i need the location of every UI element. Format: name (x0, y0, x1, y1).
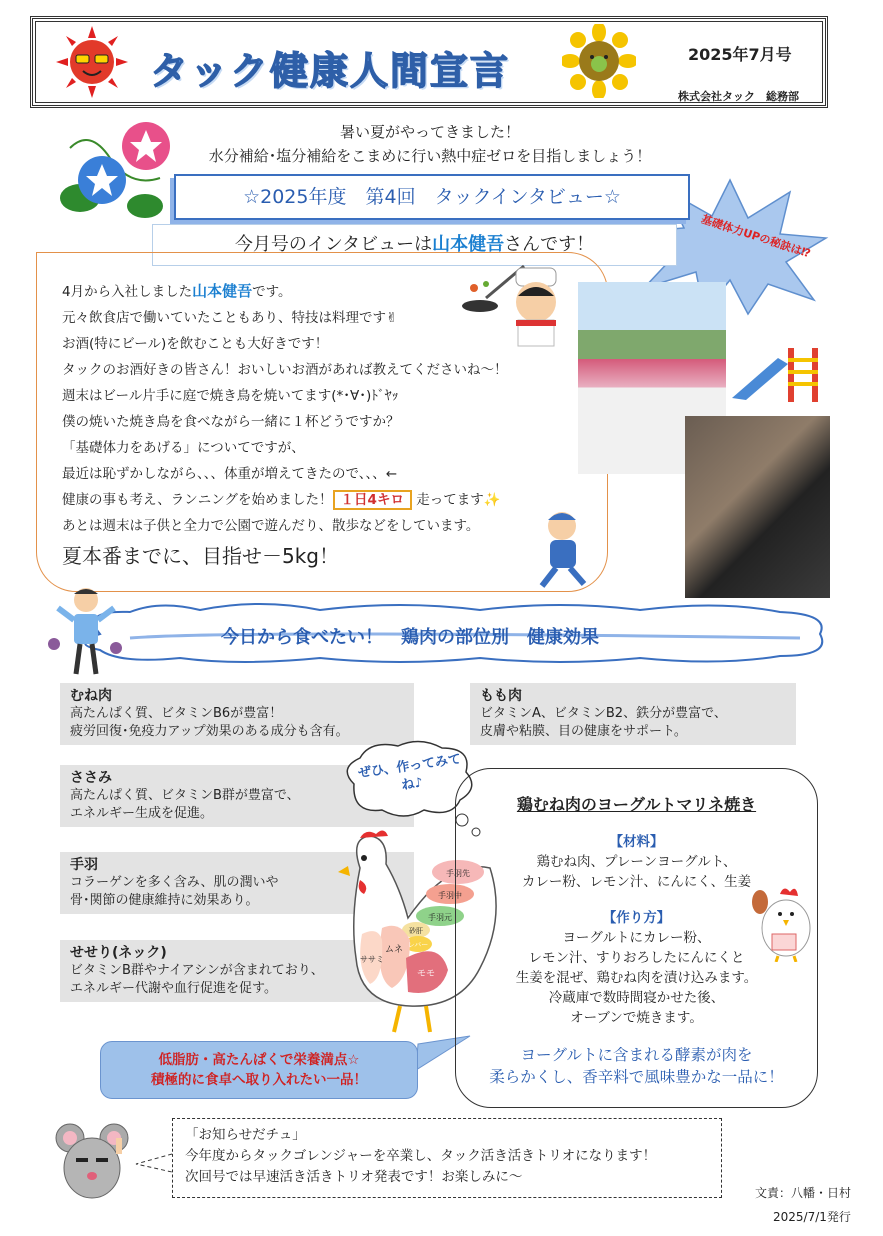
body-line-6: 僕の焼いた焼き鳥を食べながら一緒に１杯どうですか？ (62, 414, 400, 430)
intro-text (160, 120, 700, 168)
ingredients-line-2: カレー粉、レモン汁、にんにく、生姜 (521, 874, 752, 890)
company-label: 株式会社タック 総務部 (678, 90, 799, 103)
publish-date: 2025/7/1発行 (773, 1210, 851, 1224)
author-credit: 文責：八幡・日村 (755, 1186, 852, 1200)
sun-icon (56, 26, 128, 98)
part-desc-2: 骨･関節の健康維持に効果あり。 (70, 893, 259, 908)
part-desc-2: 疲労回復･免疫力アップ効果のある成分も含有。 (70, 724, 349, 739)
notice-line-1: 「お知らせだチュ」 (185, 1127, 306, 1143)
part-desc-1: ビタミンA、ビタミンB2、鉄分が豊富で、 (480, 706, 727, 721)
chef-illustration (456, 258, 574, 348)
speech-tail (132, 1150, 176, 1178)
slide-icon (728, 340, 824, 404)
body-line-10: あとは週末は子供と全力で公園で遊んだり、散歩などをしています。 (62, 518, 480, 534)
newsletter-title: タック健康人間宣言 (150, 49, 511, 93)
closing-line-1: ヨーグルトに含まれる酵素が肉を (520, 1046, 753, 1064)
diagram-label: ササミ (360, 955, 384, 964)
part-box-breast (60, 683, 414, 745)
intro-line-1: 暑い夏がやってきました！ (339, 123, 520, 141)
body-line-7: 「基礎体力をあげる」についてですが、 (62, 440, 305, 456)
steps-line-4: 冷蔵庫で数時間寝かせた後、 (548, 990, 725, 1006)
diagram-label: 手羽先 (446, 869, 470, 878)
notice-line-2: 今年度からタックゴレンジャーを卒業し、タック活き活きトリオになります！ (185, 1148, 657, 1164)
diagram-label: 砂肝 (409, 927, 423, 935)
part-desc-2: エネルギー生成を促進。 (70, 806, 214, 821)
part-name: 手羽 (70, 857, 98, 873)
ingredients-label: 【材料】 (609, 834, 664, 850)
callout-line-1: 低脂肪・高たんぱくで栄養満点☆ (158, 1052, 360, 1068)
steps-line-5: オーブンで焼きます。 (570, 1010, 703, 1026)
diagram-label: 手羽中 (438, 891, 462, 900)
closing-line-2: 柔らかくし、香辛料で風味豊かな一品に！ (489, 1068, 784, 1086)
body-line-5: 週末はビール片手に庭で焼き鳥を焼いてます(*･∀･)ﾄﾞﾔｯ (62, 388, 399, 404)
chicken-section-heading: 今日から食べたい！ 鶏肉の部位別 健康効果 (221, 627, 599, 648)
thought-bubble-text: ぜひ、作ってみてね♪ (357, 751, 462, 794)
recipe-title: 鶏むね肉のヨーグルトマリネ焼き (516, 795, 757, 814)
body-line-8: 最近は恥ずかしながら、、、体重が増えてきたので、、、← (62, 466, 398, 482)
recipe-closing (455, 1044, 818, 1088)
nutrition-callout (100, 1041, 418, 1099)
body-line-3: お酒(特にビール)を飲むことも大好きです！ (62, 336, 329, 352)
steps-label: 【作り方】 (602, 910, 671, 926)
diagram-label: モモ (416, 969, 436, 979)
body-line-9-post: 走ってます✨ (416, 492, 501, 508)
body-line-1-post: です。 (252, 284, 292, 300)
notice-box (172, 1118, 722, 1198)
diagram-label: 手羽元 (428, 913, 452, 922)
body-line-1-pre: 4月から入社しました (62, 284, 193, 300)
mouse-mascot-icon (52, 1114, 132, 1206)
diagram-label: ムネ (384, 945, 404, 955)
part-desc-2: 皮膚や粘膜、目の健康をサポート。 (480, 724, 687, 739)
notice-line-3: 次回号では早速活き活きトリオ発表です！お楽しみに～ (185, 1169, 523, 1185)
callout-line-2: 積極的に食卓へ取り入れたい一品！ (151, 1072, 367, 1088)
starburst-text: 基礎体力UPの秘訣は⁉ (699, 212, 813, 261)
body-line-2: 元々飲食店で働いていたこともあり、特技は料理です✌ (62, 310, 398, 326)
intro-line-2: 水分補給･塩分補給をこまめに行い熱中症ゼロを目指しましょう！ (208, 147, 652, 165)
subtitle-pre: 今月号のインタビューは (234, 234, 433, 255)
part-desc-2: エネルギー代謝や血行促進を促す。 (70, 981, 277, 996)
sunflower-icon (562, 24, 636, 98)
part-name: もも肉 (480, 688, 522, 704)
diagram-label: レバー (407, 941, 429, 949)
father-son-photo (685, 416, 830, 598)
interview-title: ☆2025年度 第4回 タックインタビュー☆ (174, 174, 690, 220)
part-box-thigh (470, 683, 796, 745)
part-desc-1: 高たんぱく質、ビタミンB6が豊富！ (70, 706, 283, 721)
body-line-1-name: 山本健吾 (192, 282, 253, 300)
runner-illustration (522, 506, 602, 590)
body-line-9-pre: 健康の事も考え、ランニングを始めました！ (62, 492, 333, 508)
part-desc-1: コラーゲンを多く含み、肌の潤いや (70, 875, 279, 890)
interview-goal: 夏本番までに、目指せ－5kg！ (62, 544, 340, 568)
part-name: せせり(ネック) (70, 945, 167, 961)
running-highlight: １日4キロ (333, 490, 412, 510)
body-line-4: タックのお酒好きの皆さん！おいしいお酒があれば教えてくださいね～！ (62, 362, 508, 378)
part-desc-1: 高たんぱく質、ビタミンB群が豊富で、 (70, 788, 300, 803)
part-name: ささみ (70, 770, 112, 786)
chicken-chef-illustration (750, 880, 816, 962)
steps-line-1: ヨーグルトにカレー粉、 (562, 930, 711, 946)
steps-line-3: 生姜を混ぜ、鶏むね肉を漬け込みます。 (515, 970, 758, 986)
subtitle-post: さんです！ (504, 234, 595, 255)
part-desc-1: ビタミンB群やナイアシンが含まれており、 (70, 963, 324, 978)
part-name: むね肉 (70, 688, 112, 704)
healthy-man-illustration (44, 582, 126, 678)
steps-line-2: レモン汁、すりおろしたにんにくと (528, 950, 745, 966)
issue-label: 2025年7月号 (688, 45, 792, 64)
subtitle-name: 山本健吾 (432, 234, 505, 255)
ingredients-line-1: 鶏むね肉、プレーンヨーグルト、 (536, 854, 737, 870)
